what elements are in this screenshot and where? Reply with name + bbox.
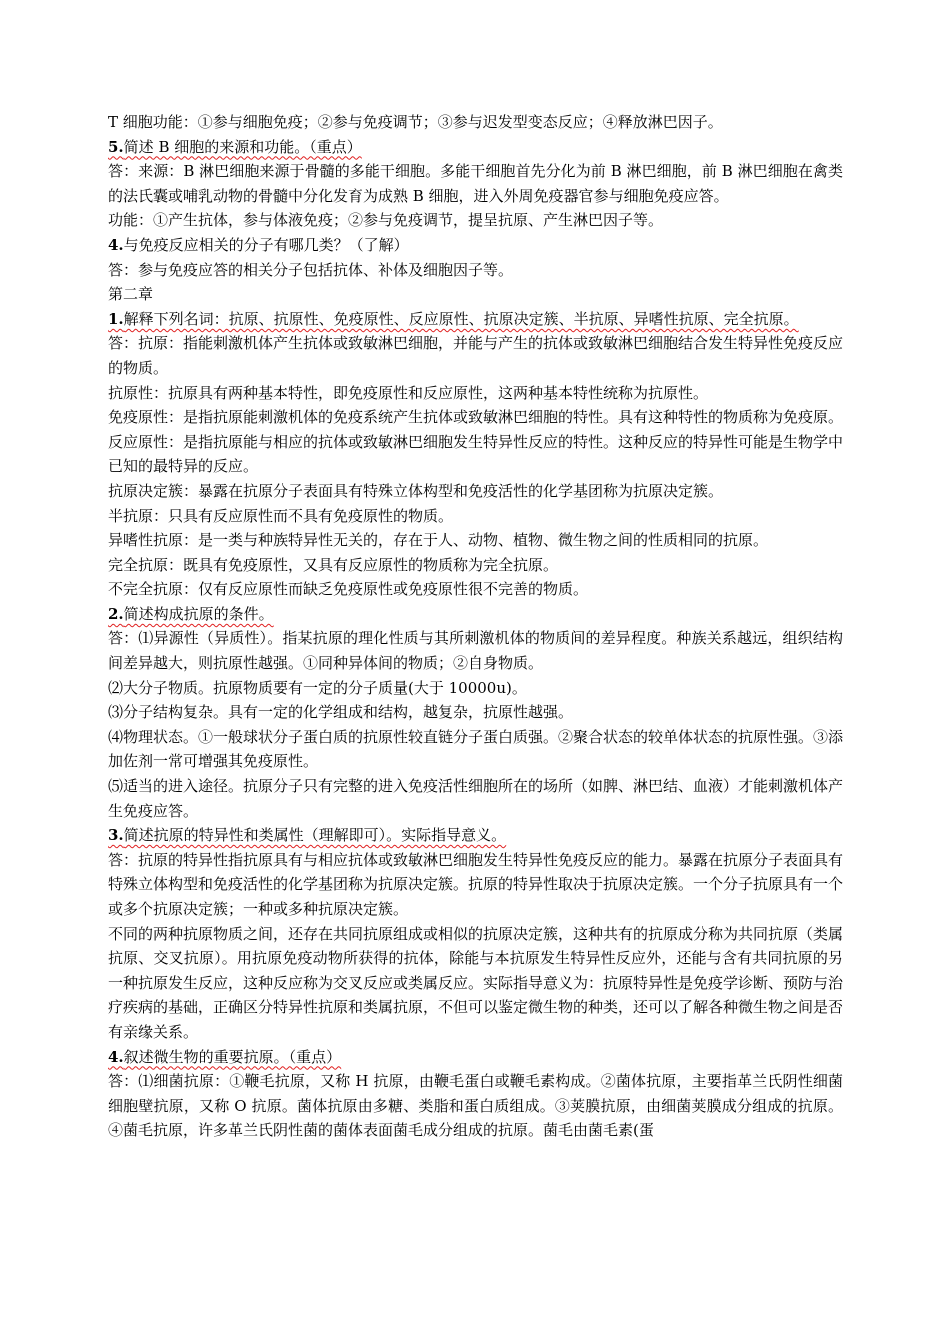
question-antigen-conditions <box>108 602 843 627</box>
answer-b-cell-source: 答：来源：B 淋巴细胞来源于骨髓的多能干细胞。多能干细胞首先分化为前 B 淋巴细胞，前 B 淋巴细胞在禽类的法氏囊或哺乳动物的骨髓中分化发育为成熟 B 细胞，进入外周免疫器官参与细胞免疫应答。 <box>108 162 843 205</box>
question-text: 简述抗原的特异性和类属性（理解即可）。实际指导意义。 <box>123 826 507 845</box>
t-cell-function: T 细胞功能：①参与细胞免疫；②参与免疫调节；③参与迟发型变态反应；④释放淋巴因子。 <box>108 113 723 131</box>
question-microbial-antigens <box>108 1045 843 1070</box>
definition-antigen: 答：抗原：指能刺激机体产生抗体或致敏淋巴细胞，并能与产生的抗体或致敏淋巴细胞结合发生特异性免疫反应的物质。 <box>108 334 844 377</box>
answer-cross-reaction: 不同的两种抗原物质之间，还存在共同抗原组成或相似的抗原决定簇，这种共有的抗原成分称为共同抗原（类属抗原、交叉抗原）。用抗原免疫动物所获得的抗体，除能与本抗原发生特异性反应外，还能与含有共同抗原的另一种抗原发生反应，这种反应称为交叉反应或类属反应。实际指导意义为：抗原特异性是免疫学诊断、预防与治疗疾病的基础，正确区分特异性抗原和类属抗原，不但可以鉴定微生物的种类，还可以了解各种微生物之间是否有亲缘关系。 <box>108 924 844 1041</box>
answer-bacterial-antigens: 答：⑴细菌抗原：①鞭毛抗原，又称 H 抗原，由鞭毛蛋白或鞭毛素构成。②菌体抗原，主要指革兰氏阴性细菌细胞壁抗原，又称 O 抗原。菌体抗原由多糖、类脂和蛋白质组成。③荚膜抗原，由细菌荚膜成分组成的抗原。④菌毛抗原，许多革兰氏阴性菌的菌体表面菌毛成分组成的抗原。菌毛由菌毛素(蛋 <box>108 1072 843 1140</box>
definition-reactogenicity: 反应原性：是指抗原能与相应的抗体或致敏淋巴细胞发生特异性反应的特性。这种反应的特异性可能是生物学中已知的最特异的反应。 <box>108 432 844 476</box>
answer-condition-3: ⑶分子结构复杂。具有一定的化学组成和结构，越复杂，抗原性越强。 <box>108 703 574 722</box>
question-text: 简述构成抗原的条件。 <box>123 604 274 623</box>
answer-specificity: 答：抗原的特异性指抗原具有与相应抗体或致敏淋巴细胞发生特异性免疫反应的能力。暴露在抗原分子表面具有特殊立体构型和免疫活性的化学基团称为抗原决定簇。抗原的特异性取决于抗原决定簇。一个分子抗原具有一个或多个抗原决定簇；一种或多种抗原决定簇。 <box>108 850 844 918</box>
question-number: 3. <box>108 826 124 845</box>
question-specificity <box>108 823 843 848</box>
question-text: 与免疫反应相关的分子有哪几类？（了解） <box>123 235 409 254</box>
definition-incomplete-antigen: 不完全抗原：仅有反应原性而缺乏免疫原性或免疫原性很不完善的物质。 <box>108 580 589 599</box>
chapter-heading: 第二章 <box>108 285 154 304</box>
answer-b-cell-function: 功能：①产生抗体，参与体液免疫；②参与免疫调节，提呈抗原、产生淋巴因子等。 <box>108 211 664 230</box>
question-definitions <box>108 307 843 332</box>
question-text: 叙述微生物的重要抗原。（重点） <box>123 1047 342 1066</box>
question-number: 1. <box>108 309 124 328</box>
answer-condition-5: ⑸适当的进入途径。抗原分子只有完整的进入免疫活性细胞所在的场所（如脾、淋巴结、血液）才能刺激机体产生免疫应答。 <box>108 777 844 820</box>
question-definitions-underlined <box>108 310 799 328</box>
answer-condition-2: ⑵大分子物质。抗原物质要有一定的分子质量(大于 10000u)。 <box>108 678 527 697</box>
definition-antigenicity: 抗原性：抗原具有两种基本特性，即免疫原性和反应原性，这两种基本特性统称为抗原性。 <box>108 383 709 402</box>
definition-complete-antigen: 完全抗原：既具有免疫原性，又具有反应原性的物质称为完全抗原。 <box>108 555 559 574</box>
definition-determinant: 抗原决定簇：暴露在抗原分子表面具有特殊立体构型和免疫活性的化学基团称为抗原决定簇。 <box>108 481 724 500</box>
question-microbial-antigens-underlined <box>108 1048 341 1066</box>
answer-condition-4: ⑷物理状态。①一般球状分子蛋白质的抗原性较直链分子蛋白质强。②聚合状态的较单体状态的抗原性强。③添加佐剂一常可增强其免疫原性。 <box>108 727 844 771</box>
definition-heterophil: 异嗜性抗原：是一类与种族特异性无关的，存在于人、动物、植物、微生物之间的性质相同的抗原。 <box>108 531 769 550</box>
question-text: 简述 B 细胞的来源和功能。（重点） <box>123 137 362 156</box>
question-immune-molecules <box>108 233 843 258</box>
question-b-cell <box>108 135 843 160</box>
definition-hapten: 半抗原：只具有反应原性而不具有免疫原性的物质。 <box>108 506 454 525</box>
document-body <box>108 110 843 1143</box>
answer-immune-molecules: 答：参与免疫应答的相关分子包括抗体、补体及细胞因子等。 <box>108 260 514 279</box>
question-antigen-conditions-underlined <box>108 605 274 623</box>
definition-immunogenicity: 免疫原性：是指抗原能刺激机体的免疫系统产生抗体或致敏淋巴细胞的特性。具有这种特性的物质称为免疫原。 <box>108 408 844 427</box>
question-number: 4. <box>108 1047 124 1066</box>
question-number: 2. <box>108 604 124 623</box>
question-number: 5. <box>108 137 124 156</box>
answer-condition-1: 答：⑴异源性（异质性）。指某抗原的理化性质与其所刺激机体的物质间的差异程度。种族关系越远，组织结构间差异越大，则抗原性越强。①同种异体间的物质；②自身物质。 <box>108 629 843 673</box>
question-b-cell-underlined <box>108 138 362 156</box>
question-specificity-underlined <box>108 826 506 844</box>
question-number: 4. <box>108 235 124 254</box>
question-text: 解释下列名词：抗原、抗原性、免疫原性、反应原性、抗原决定簇、半抗原、异嗜性抗原、完全抗原。 <box>123 309 799 328</box>
